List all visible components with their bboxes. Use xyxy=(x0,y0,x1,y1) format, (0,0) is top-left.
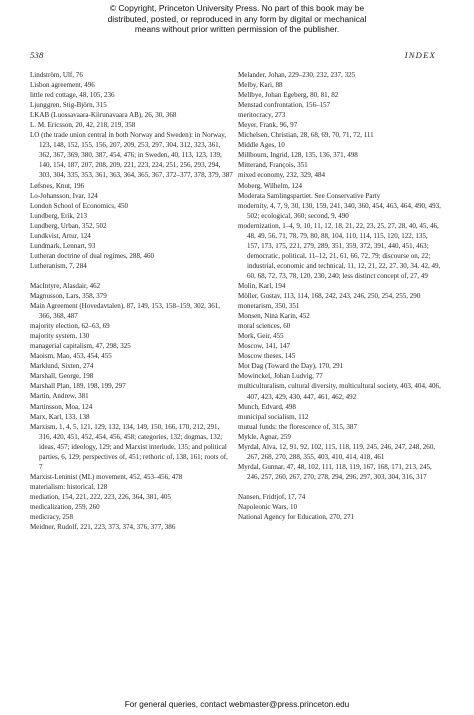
index-entry: MacIntyre, Alasdair, 462 xyxy=(30,281,101,290)
index-entry: Marklund, Sixten, 274 xyxy=(30,362,94,371)
index-entry: little red cottage, 48, 105, 236 xyxy=(30,91,115,100)
index-entry: Mykle, Agnar, 259 xyxy=(238,432,291,441)
index-entry: modernity, 4, 7, 9, 30, 130, 159, 241, 340, 360, 454, 463, 464, 490, 493, 502; ecological, 360; second, 9, 490 xyxy=(238,201,441,220)
section-title: INDEX xyxy=(404,50,436,60)
index-entry: LKAB (Luossavaara-Kiirunavaara AB), 26, 30, 368 xyxy=(30,111,177,120)
index-entry: Mowinckel, Johan Ludvig, 77 xyxy=(238,372,323,381)
index-entry: Meidner, Rudolf, 221, 223, 373, 374, 376, 377, 386 xyxy=(30,523,176,532)
index-entry: LO (the trade union central in both Norway and Sweden): in Norway, 123, 148, 152, 155, 156, 207, 209, 253, 297, 304, 312, 323, 361, 362, 367, 369, 380, 387, 454, 476; in Sweden, 40, 113, 123, 139, 140, 154, 187, 207, 208, 209, 221, 223, 224, 251, 256, 293, 294, 303, 304, 335, 353, 361, 363, 364, 365, 367, 372–377, 378, 379, 387 xyxy=(30,131,233,180)
index-entry: Melby, Kari, 88 xyxy=(238,81,283,90)
copyright-line: means without prior written permission of the publisher. xyxy=(134,24,340,35)
index-entry: Moberg, Wilhelm, 124 xyxy=(238,181,303,190)
index-entry: monetarism, 350, 351 xyxy=(238,302,300,311)
index-entry: Munch, Edvard, 498 xyxy=(238,402,296,411)
index-entry: London School of Economics, 450 xyxy=(30,201,129,210)
index-entry: medicalization, 259, 260 xyxy=(30,502,100,511)
index-entry: Meyer, Frank, 96, 97 xyxy=(238,121,298,130)
footer-contact: For general queries, contact webmaster@press.princeton.edu xyxy=(124,700,350,709)
index-entry: Middle Ages, 10 xyxy=(238,141,285,150)
letter-group-gap xyxy=(238,482,441,492)
index-entry: Lundkvist, Artur, 124 xyxy=(30,231,91,240)
index-entry: Lundmark, Lennart, 93 xyxy=(30,241,96,250)
index-entry: Marshall, George, 198 xyxy=(30,372,94,381)
index-entry: mixed economy, 232, 329, 484 xyxy=(238,171,326,180)
index-entry: Ljunggren, Stig-Björn, 315 xyxy=(30,101,107,110)
index-entry: mutual funds: the florescence of, 315, 387 xyxy=(238,422,357,431)
index-entry: modernization, 1–4, 9, 10, 11, 12, 18, 21, 22, 23, 25, 27, 28, 40, 45, 46, 48, 49, 56, 71, 78, 79, 80, 88, 104, 110, 114, 115, 120, 122, 135, 157, 173, 175, 221, 279, 289, 351, 359, 372, 391, 440, 451, 463; democratic, political, 11–12, 21, 61, 66, 72, 79; discourse on, 22; industrial, economic and technical, 11, 12, 21, 22, 27, 30, 34, 42, 49, 60, 68, 72, 73, 78, 120, 230, 240; less distinct concept of, 27, 49 xyxy=(238,221,441,280)
index-entry: Nansen, Fridtjof, 17, 74 xyxy=(238,492,306,501)
index-entry: Menstad confrontation, 156–157 xyxy=(238,101,331,110)
index-entry: Lundberg, Urban, 352, 502 xyxy=(30,221,107,230)
index-entry: managerial capitalism, 47, 298, 325 xyxy=(30,342,131,351)
index-entry: municipal socialism, 112 xyxy=(238,412,309,421)
index-entry: Løfsnes, Knut, 196 xyxy=(30,181,85,190)
index-entry: Maoism, Mao, 453, 454, 455 xyxy=(30,352,112,361)
index-entry: Mork, Geir, 455 xyxy=(238,332,284,341)
index-entry: Mitterand, François, 351 xyxy=(238,161,308,170)
index-entry: Melander, Johan, 229–230, 232, 237, 325 xyxy=(238,71,356,79)
index-entry: Napoleonic Wars, 10 xyxy=(238,502,297,511)
index-column-right xyxy=(238,70,441,522)
index-entry: Lindström, Ulf, 76 xyxy=(30,71,83,79)
index-entry: National Agency for Education, 270, 271 xyxy=(238,513,355,522)
index-entry: Marshall Plan, 189, 198, 199, 297 xyxy=(30,382,126,391)
index-entry: Mellbye, Johan Egeberg, 80, 81, 82 xyxy=(238,91,339,100)
index-entry: Moscow theses, 145 xyxy=(238,352,296,361)
copyright-notice xyxy=(0,3,474,35)
index-entry: Myrdal, Alva, 12, 91, 92, 102, 115, 118, 119, 245, 246, 247, 248, 260, 267, 268, 270, 288, 355, 403, 410, 414, 418, 461 xyxy=(238,442,436,461)
index-entry: Monsen, Nina Karin, 452 xyxy=(238,312,310,321)
index-entry: L. M. Ericsson, 20, 42, 218, 219, 358 xyxy=(30,121,136,130)
index-entry: Lundberg, Erik, 213 xyxy=(30,211,88,220)
index-entry: majority election, 62–63, 69 xyxy=(30,322,110,331)
index-entry: Lisbon agreement, 496 xyxy=(30,81,95,90)
index-entry: meritocracy, 273 xyxy=(238,111,286,120)
index-entry: moral sciences, 60 xyxy=(238,322,291,331)
index-entry: Lo-Johansson, Ivar, 124 xyxy=(30,191,98,200)
index-entry: Moscow, 141, 147 xyxy=(238,342,291,351)
page-number: 538 xyxy=(30,50,44,60)
index-entry: Martinsson, Moa, 124 xyxy=(30,402,93,411)
index-entry: Lutheran doctrine of dual regimes, 288, 460 xyxy=(30,251,155,260)
index-entry: Mot Dag (Toward the Day), 170, 291 xyxy=(238,362,344,371)
index-entry: materialism: historical, 128 xyxy=(30,482,108,491)
index-entry: Myrdal, Gunnar, 47, 48, 102, 111, 118, 119, 167, 168, 171, 213, 245, 246, 257, 260, 267, 270, 278, 294, 296, 297, 303, 304, 316, 317 xyxy=(238,462,432,481)
index-entry: Magnusson, Lars, 358, 379 xyxy=(30,291,107,300)
letter-group-gap xyxy=(30,271,233,281)
copyright-line: © Copyright, Princeton University Press. No part of this book may be xyxy=(109,3,365,13)
index-entry: multiculturalism, cultural diversity, multicultural society, 403, 404, 406, 407, 423, 429, 430, 447, 461, 462, 492 xyxy=(238,382,441,401)
index-entry: Möller, Gustav, 113, 114, 168, 242, 243, 246, 250, 254, 255, 290 xyxy=(238,292,421,301)
index-entry: Lutheranism, 7, 284 xyxy=(30,261,87,270)
index-entry: medicracy, 258 xyxy=(30,513,73,522)
index-entry: Molin, Karl, 194 xyxy=(238,281,286,290)
index-entry: Marxist-Leninist (ML) movement, 452, 453–456, 478 xyxy=(30,472,183,481)
index-entry: mediation, 154, 221, 222, 223, 226, 364, 381, 405 xyxy=(30,492,171,501)
index-entry: Martin, Andrew, 381 xyxy=(30,392,89,401)
copyright-line: distributed, posted, or reproduced in any form by digital or mechanical xyxy=(107,13,367,24)
index-entry: Marx, Karl, 133, 138 xyxy=(30,412,90,421)
index-entry: Millbourn, Ingrid, 128, 135, 136, 371, 498 xyxy=(238,151,358,160)
index-entry: Moderata Samlingspartiet. See Conservative Party xyxy=(238,191,381,200)
index-column-left xyxy=(30,70,233,532)
index-entry: Main Agreement (Hovedavtalen), 87, 149, 153, 158–159, 302, 361, 366, 368, 487 xyxy=(30,302,221,321)
index-entry: Michelsen, Christian, 28, 68, 69, 70, 71, 72, 111 xyxy=(238,131,374,140)
index-entry: Marxism, 1, 4, 5, 121, 129, 132, 134, 149, 150, 166, 170, 212, 291, 316, 420, 451, 452, 454, 456, 458; categories, 132; dogmas, 132; ideas, 457; ideology, 129; and Marxist interlude, 135; and political parties, 6, 129; perspectives of, 451; rethoric of, 138, 161; roots of, 7 xyxy=(30,422,228,471)
index-entry: majority system, 130 xyxy=(30,332,90,341)
